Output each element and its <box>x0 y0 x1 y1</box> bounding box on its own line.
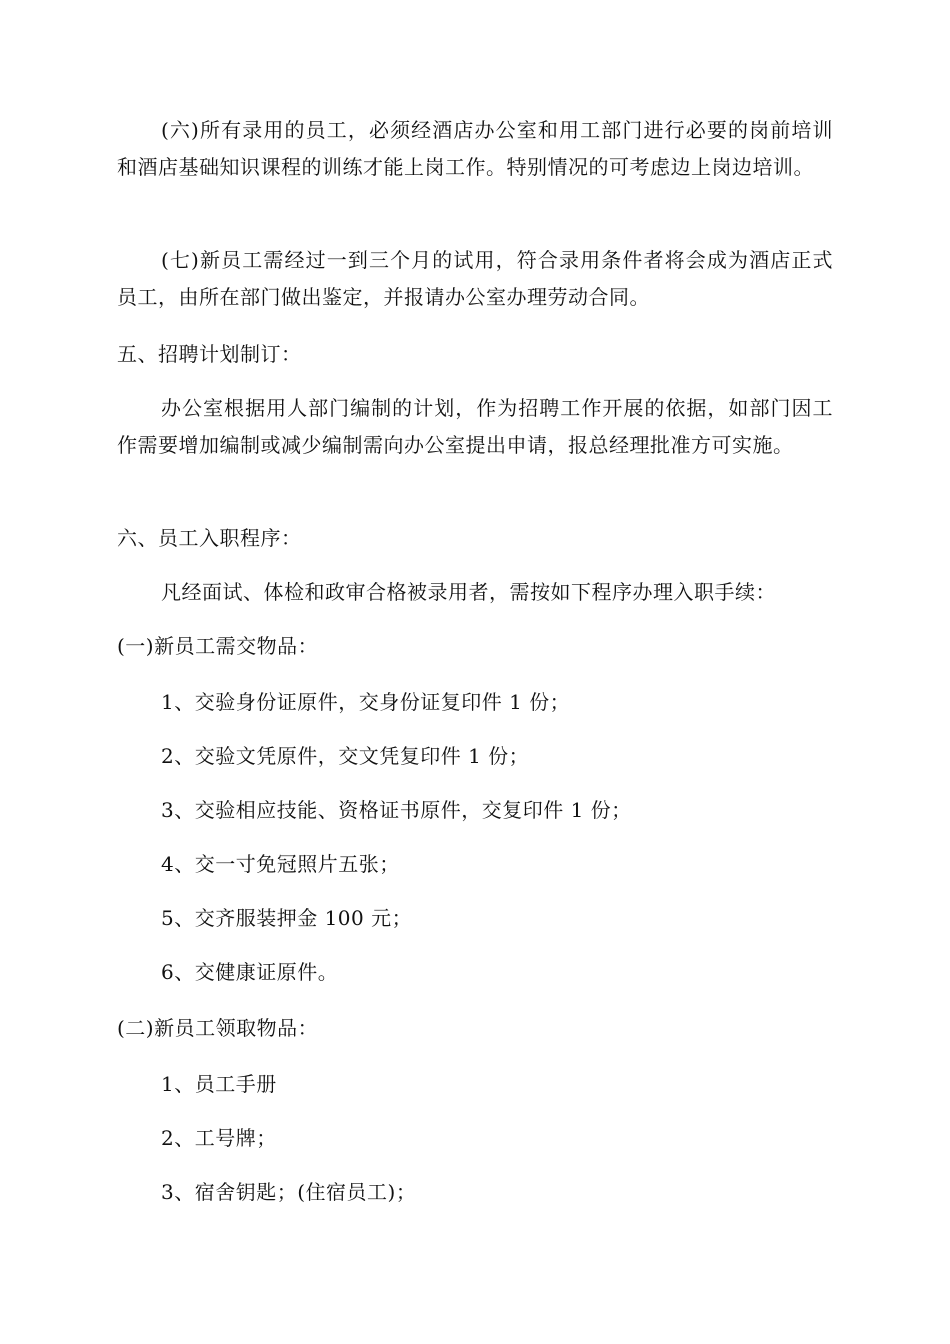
section-heading-recruitment-plan: 五、招聘计划制订： <box>117 342 302 366</box>
list-item-submit-2: 2、交验文凭原件，交文凭复印件 1 份； <box>161 744 530 768</box>
list-item-submit-3: 3、交验相应技能、资格证书原件，交复印件 1 份； <box>161 798 632 822</box>
list-item-receive-3: 3、宿舍钥匙；(住宿员工)； <box>161 1180 417 1204</box>
list-item-submit-6: 6、交健康证原件。 <box>161 960 339 984</box>
paragraph-recruitment-plan: 办公室根据用人部门编制的计划，作为招聘工作开展的依据，如部门因工作需要增加编制或减少编制需向办公室提出申请，报总经理批准方可实施。 <box>117 396 833 457</box>
subheading-submit-items: (一)新员工需交物品： <box>117 634 319 658</box>
paragraph-onboarding-intro: 凡经面试、体检和政审合格被录用者，需按如下程序办理入职手续： <box>161 580 776 604</box>
list-item-receive-2: 2、工号牌； <box>161 1126 277 1150</box>
list-item-receive-1: 1、员工手册 <box>161 1072 277 1096</box>
paragraph-item-7: (七)新员工需经过一到三个月的试用，符合录用条件者将会成为酒店正式员工，由所在部门做出鉴定，并报请办公室办理劳动合同。 <box>117 248 833 309</box>
list-item-submit-1: 1、交验身份证原件，交身份证复印件 1 份； <box>161 690 571 714</box>
paragraph-item-6: (六)所有录用的员工，必须经酒店办公室和用工部门进行必要的岗前培训和酒店基础知识课程的训练才能上岗工作。特别情况的可考虑边上岗边培训。 <box>117 118 833 179</box>
list-item-submit-5: 5、交齐服装押金 100 元； <box>161 906 413 930</box>
subheading-receive-items: (二)新员工领取物品： <box>117 1016 319 1040</box>
list-item-submit-4: 4、交一寸免冠照片五张； <box>161 852 400 876</box>
section-heading-onboarding: 六、员工入职程序： <box>117 526 302 550</box>
